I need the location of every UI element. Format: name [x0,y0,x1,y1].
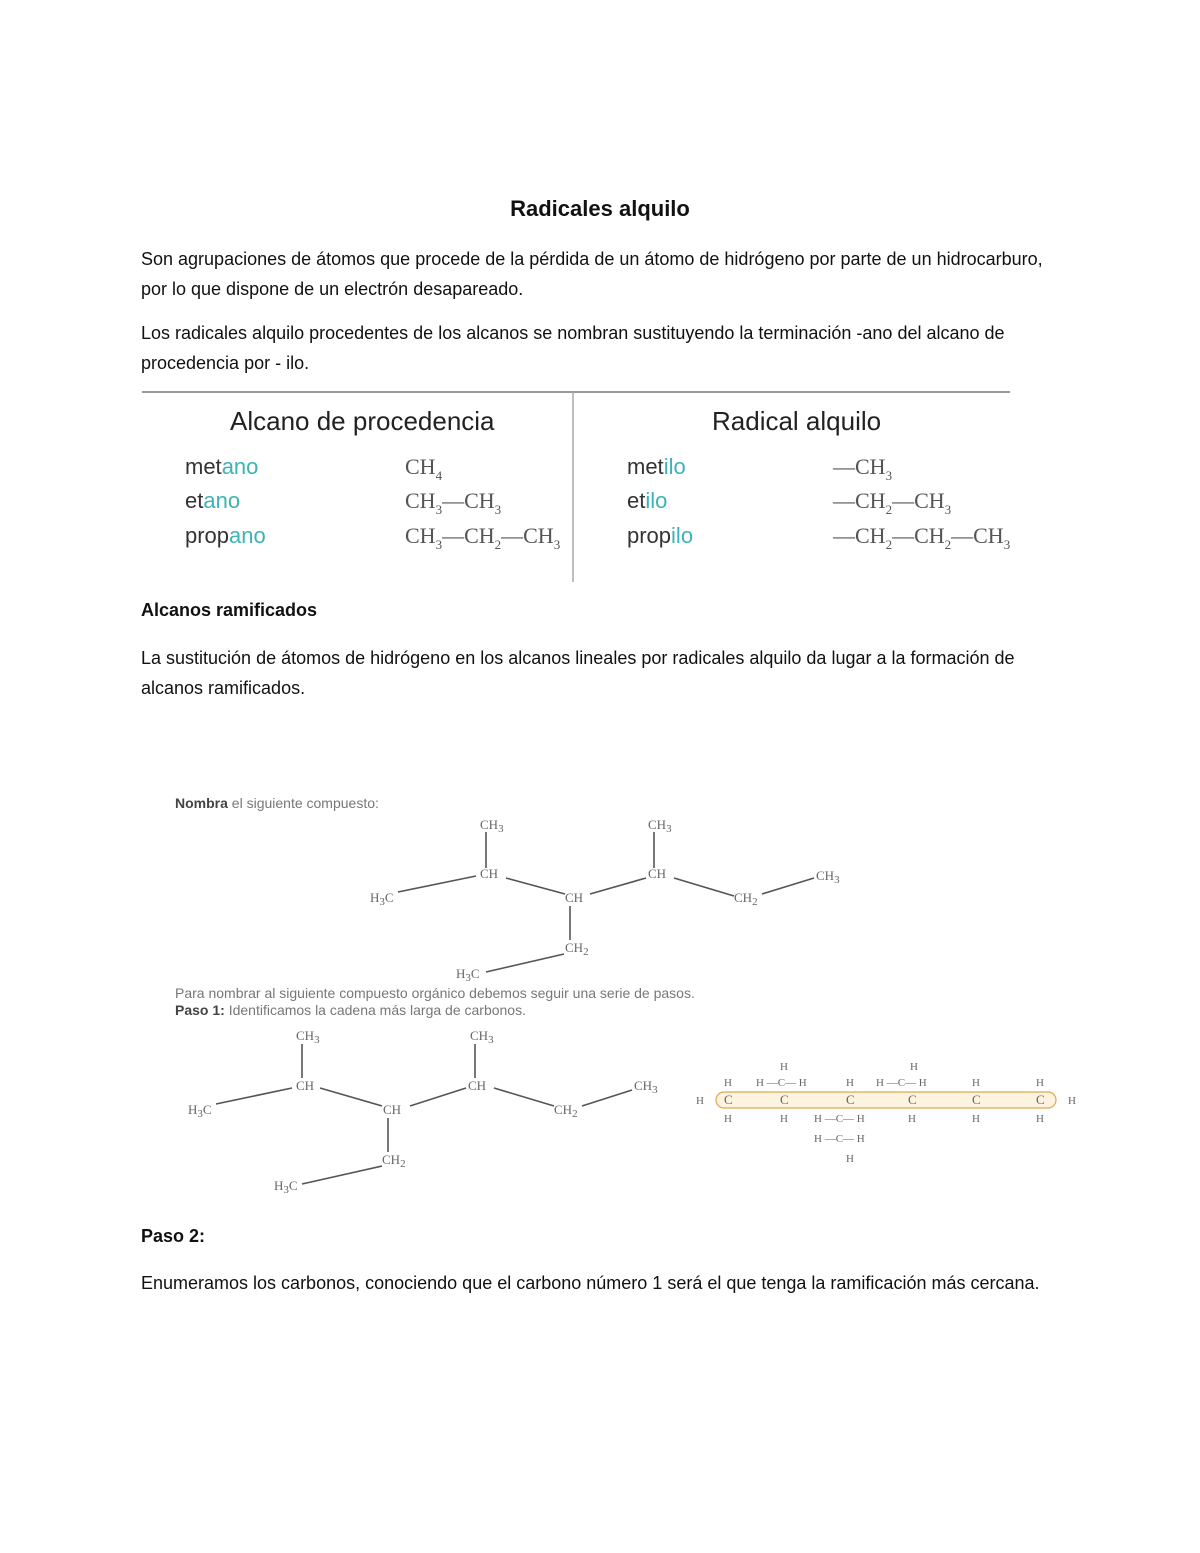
svg-text:H —C— H: H —C— H [814,1133,865,1145]
radical-name-2: etilo [627,488,668,513]
svg-text:CH2: $CH_2$ [382,1152,406,1170]
svg-text:CH3: $CH_3$ [816,868,840,886]
radical-name-3: propilo [627,523,694,548]
alkane-formula-1: $CH_4$ [405,454,443,483]
svg-text:H: H [908,1113,916,1125]
branched-heading: Alcanos ramificados [141,600,318,620]
svg-text:H3C: $H_3C$ [274,1178,298,1196]
alkyl-radicals-table [140,388,1012,584]
alkane-name-1: metano [185,454,259,479]
svg-text:H: H [780,1113,788,1125]
page-title: Radicales alquilo [510,196,690,221]
svg-text:H: H [780,1061,788,1073]
svg-text:C: C [908,1092,917,1107]
svg-text:CH3: $CH_3$ [296,1028,320,1046]
svg-text:H: H [724,1077,732,1089]
alkane-formula-2: $CH_3—CH_3$ [405,488,502,517]
alkane-name-2: etano [185,488,241,513]
svg-text:H: H [696,1095,704,1107]
svg-text:CH: CH [383,1102,402,1117]
table-header-radical: Radical alquilo [712,406,882,436]
svg-text:C: C [972,1092,981,1107]
svg-text:C: C [780,1092,789,1107]
svg-text:H3C: $H_3C$ [188,1102,212,1120]
svg-text:CH: CH [480,866,499,881]
radical-formula-2: $—CH_2—CH_3$ [833,488,952,517]
svg-text:C: C [1036,1092,1045,1107]
svg-text:C: C [846,1092,855,1107]
alkane-name-3: propano [185,523,266,548]
branched-paragraph: La sustitución de átomos de hidrógeno en los alcanos lineales por radicales alquilo da lugar a la formación de alcanos ramificados. [141,648,1015,698]
step2-paragraph: Enumeramos los carbonos, conociendo que el carbono número 1 será el que tenga la ramificación más cercana. [141,1273,1040,1293]
step2-heading: Paso 2: [141,1226,206,1246]
svg-text:C: C [724,1092,733,1107]
structure-1 [370,817,840,984]
radical-name-1: metilo [627,454,686,479]
svg-text:H: H [1068,1095,1076,1107]
svg-text:H: H [846,1153,854,1165]
figure-step1: Paso 1: Identificamos la cadena más larga de carbonos. [175,1002,526,1018]
naming-paragraph: Los radicales alquilo procedentes de los alcanos se nombran sustituyendo la terminación -ano del alcano de procedencia por - ilo. [141,323,1005,373]
svg-text:H3C: $H_3C$ [456,966,480,984]
svg-text:CH: CH [468,1078,487,1093]
alkane-formula-3: $CH_3—CH_2—CH_3$ [405,523,561,552]
svg-text:H: H [1036,1113,1044,1125]
svg-text:H: H [972,1113,980,1125]
svg-text:H: H [1036,1077,1044,1089]
svg-text:CH: CH [565,890,584,905]
svg-text:CH3: $CH_3$ [634,1078,658,1096]
branched-alkane-figure [170,790,1090,1200]
radical-formula-3: $—CH_2—CH_2—CH_3$ [833,523,1011,552]
structure-3-expanded [696,1061,1076,1165]
radical-formula-1: $—CH_3$ [833,454,893,483]
table-header-alkane: Alcano de procedencia [230,406,495,436]
svg-text:CH3: $CH_3$ [470,1028,494,1046]
svg-text:H: H [846,1077,854,1089]
figure-steps-intro: Para nombrar al siguiente compuesto orgánico debemos seguir una serie de pasos. [175,985,695,1001]
svg-text:H —C— H: H —C— H [814,1113,865,1125]
figure-prompt: Nombra el siguiente compuesto: [175,795,379,811]
svg-text:CH: CH [296,1078,315,1093]
svg-text:H —C— H: H —C— H [876,1077,927,1089]
structure-2 [188,1028,658,1196]
svg-text:CH2: $CH_2$ [554,1102,578,1120]
svg-text:H —C— H: H —C— H [756,1077,807,1089]
svg-text:H3C: $H_3C$ [370,890,394,908]
svg-text:H: H [724,1113,732,1125]
svg-text:CH3: $CH_3$ [648,817,672,835]
svg-text:CH3: $CH_3$ [480,817,504,835]
intro-paragraph: Son agrupaciones de átomos que procede de la pérdida de un átomo de hidrógeno por parte de un hidrocarburo, por lo que dispone de un electrón desapareado. [141,249,1043,299]
svg-text:CH2: $CH_2$ [734,890,758,908]
svg-text:H: H [910,1061,918,1073]
svg-text:H: H [972,1077,980,1089]
svg-text:CH2: $CH_2$ [565,940,589,958]
svg-text:CH: CH [648,866,667,881]
